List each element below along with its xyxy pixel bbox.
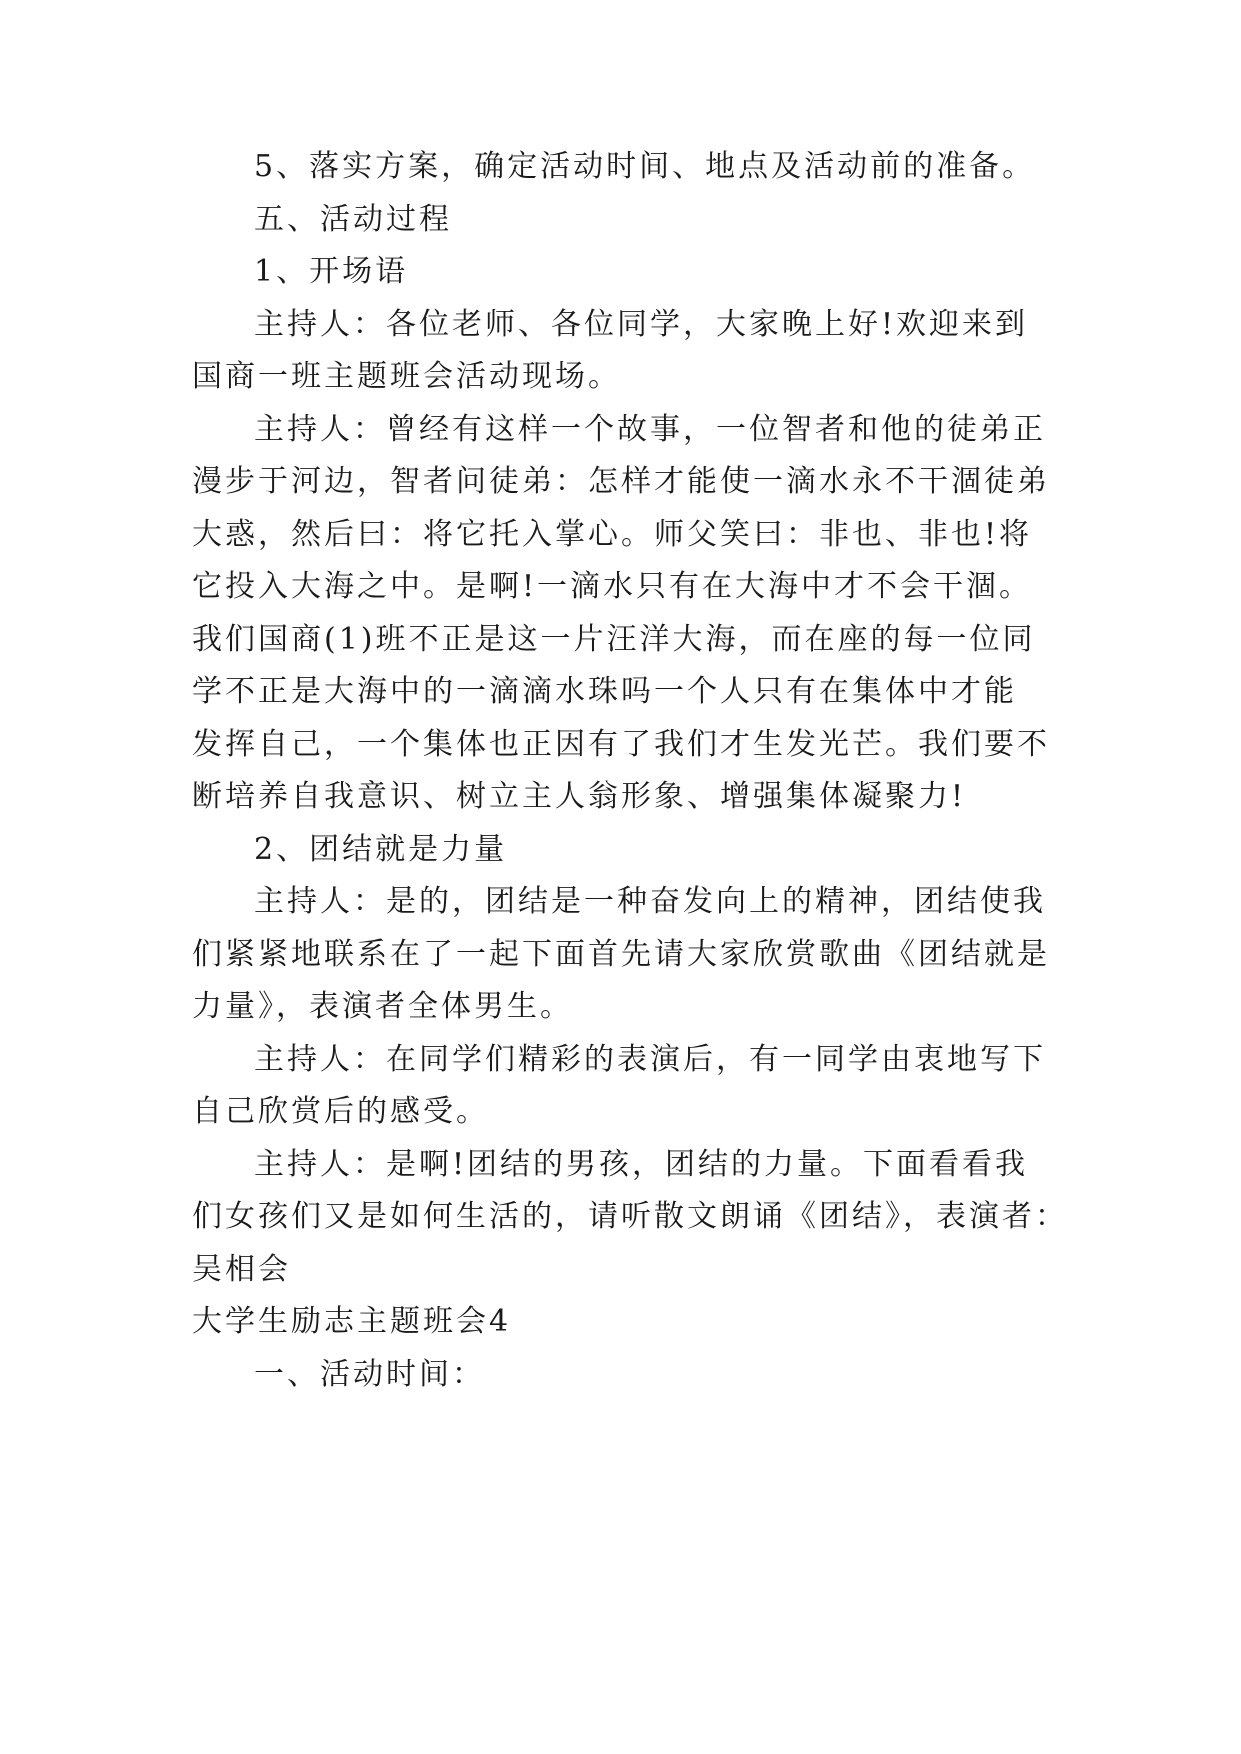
section-heading-activity-time: 一、活动时间： (254, 1357, 485, 1392)
paragraph-line: 主持人：是啊!团结的男孩，团结的力量。下面看看我 (254, 1147, 1029, 1182)
paragraph-line: 国商一班主题班会活动现场。 (192, 359, 621, 394)
paragraph-line: 吴相会 (192, 1252, 291, 1287)
paragraph-line: 漫步于河边，智者问徒弟：怎样才能使一滴水永不干涸徒弟 (192, 464, 1050, 499)
paragraph-line: 发挥自己，一个集体也正因有了我们才生发光芒。我们要不 (192, 727, 1050, 762)
list-item-step-5: 5、落实方案，确定活动时间、地点及活动前的准备。 (254, 149, 1036, 184)
paragraph-line: 大惑，然后曰：将它托入掌心。师父笑曰：非也、非也!将 (192, 517, 1033, 552)
paragraph-line: 主持人：曾经有这样一个故事，一位智者和他的徒弟正 (254, 412, 1046, 447)
document-title-4: 大学生励志主题班会4 (192, 1304, 512, 1339)
paragraph-line: 我们国商(1)班不正是这一片汪洋大海，而在座的每一位同 (192, 622, 1036, 657)
paragraph-line: 们女孩们又是如何生活的，请听散文朗诵《团结》，表演者： (192, 1199, 1068, 1234)
subheading-opening: 1、开场语 (254, 254, 409, 289)
paragraph-line: 主持人：各位老师、各位同学，大家晚上好!欢迎来到 (254, 307, 1029, 342)
paragraph-line: 们紧紧地联系在了一起下面首先请大家欣赏歌曲《团结就是 (192, 937, 1050, 972)
paragraph-line: 力量》，表演者全体男生。 (192, 989, 573, 1024)
paragraph-line: 主持人：在同学们精彩的表演后，有一同学由衷地写下 (254, 1042, 1046, 1077)
paragraph-line: 它投入大海之中。是啊!一滴水只有在大海中才不会干涸。 (192, 569, 1033, 604)
paragraph-line: 自己欣赏后的感受。 (192, 1094, 489, 1129)
paragraph-line: 学不正是大海中的一滴滴水珠吗一个人只有在集体中才能 (192, 674, 1017, 709)
section-heading-activity-process: 五、活动过程 (254, 202, 452, 237)
subheading-unity-is-strength: 2、团结就是力量 (254, 832, 508, 867)
paragraph-line: 断培养自我意识、树立主人翁形象、增强集体凝聚力! (192, 779, 967, 814)
paragraph-line: 主持人：是的，团结是一种奋发向上的精神，团结使我 (254, 884, 1046, 919)
